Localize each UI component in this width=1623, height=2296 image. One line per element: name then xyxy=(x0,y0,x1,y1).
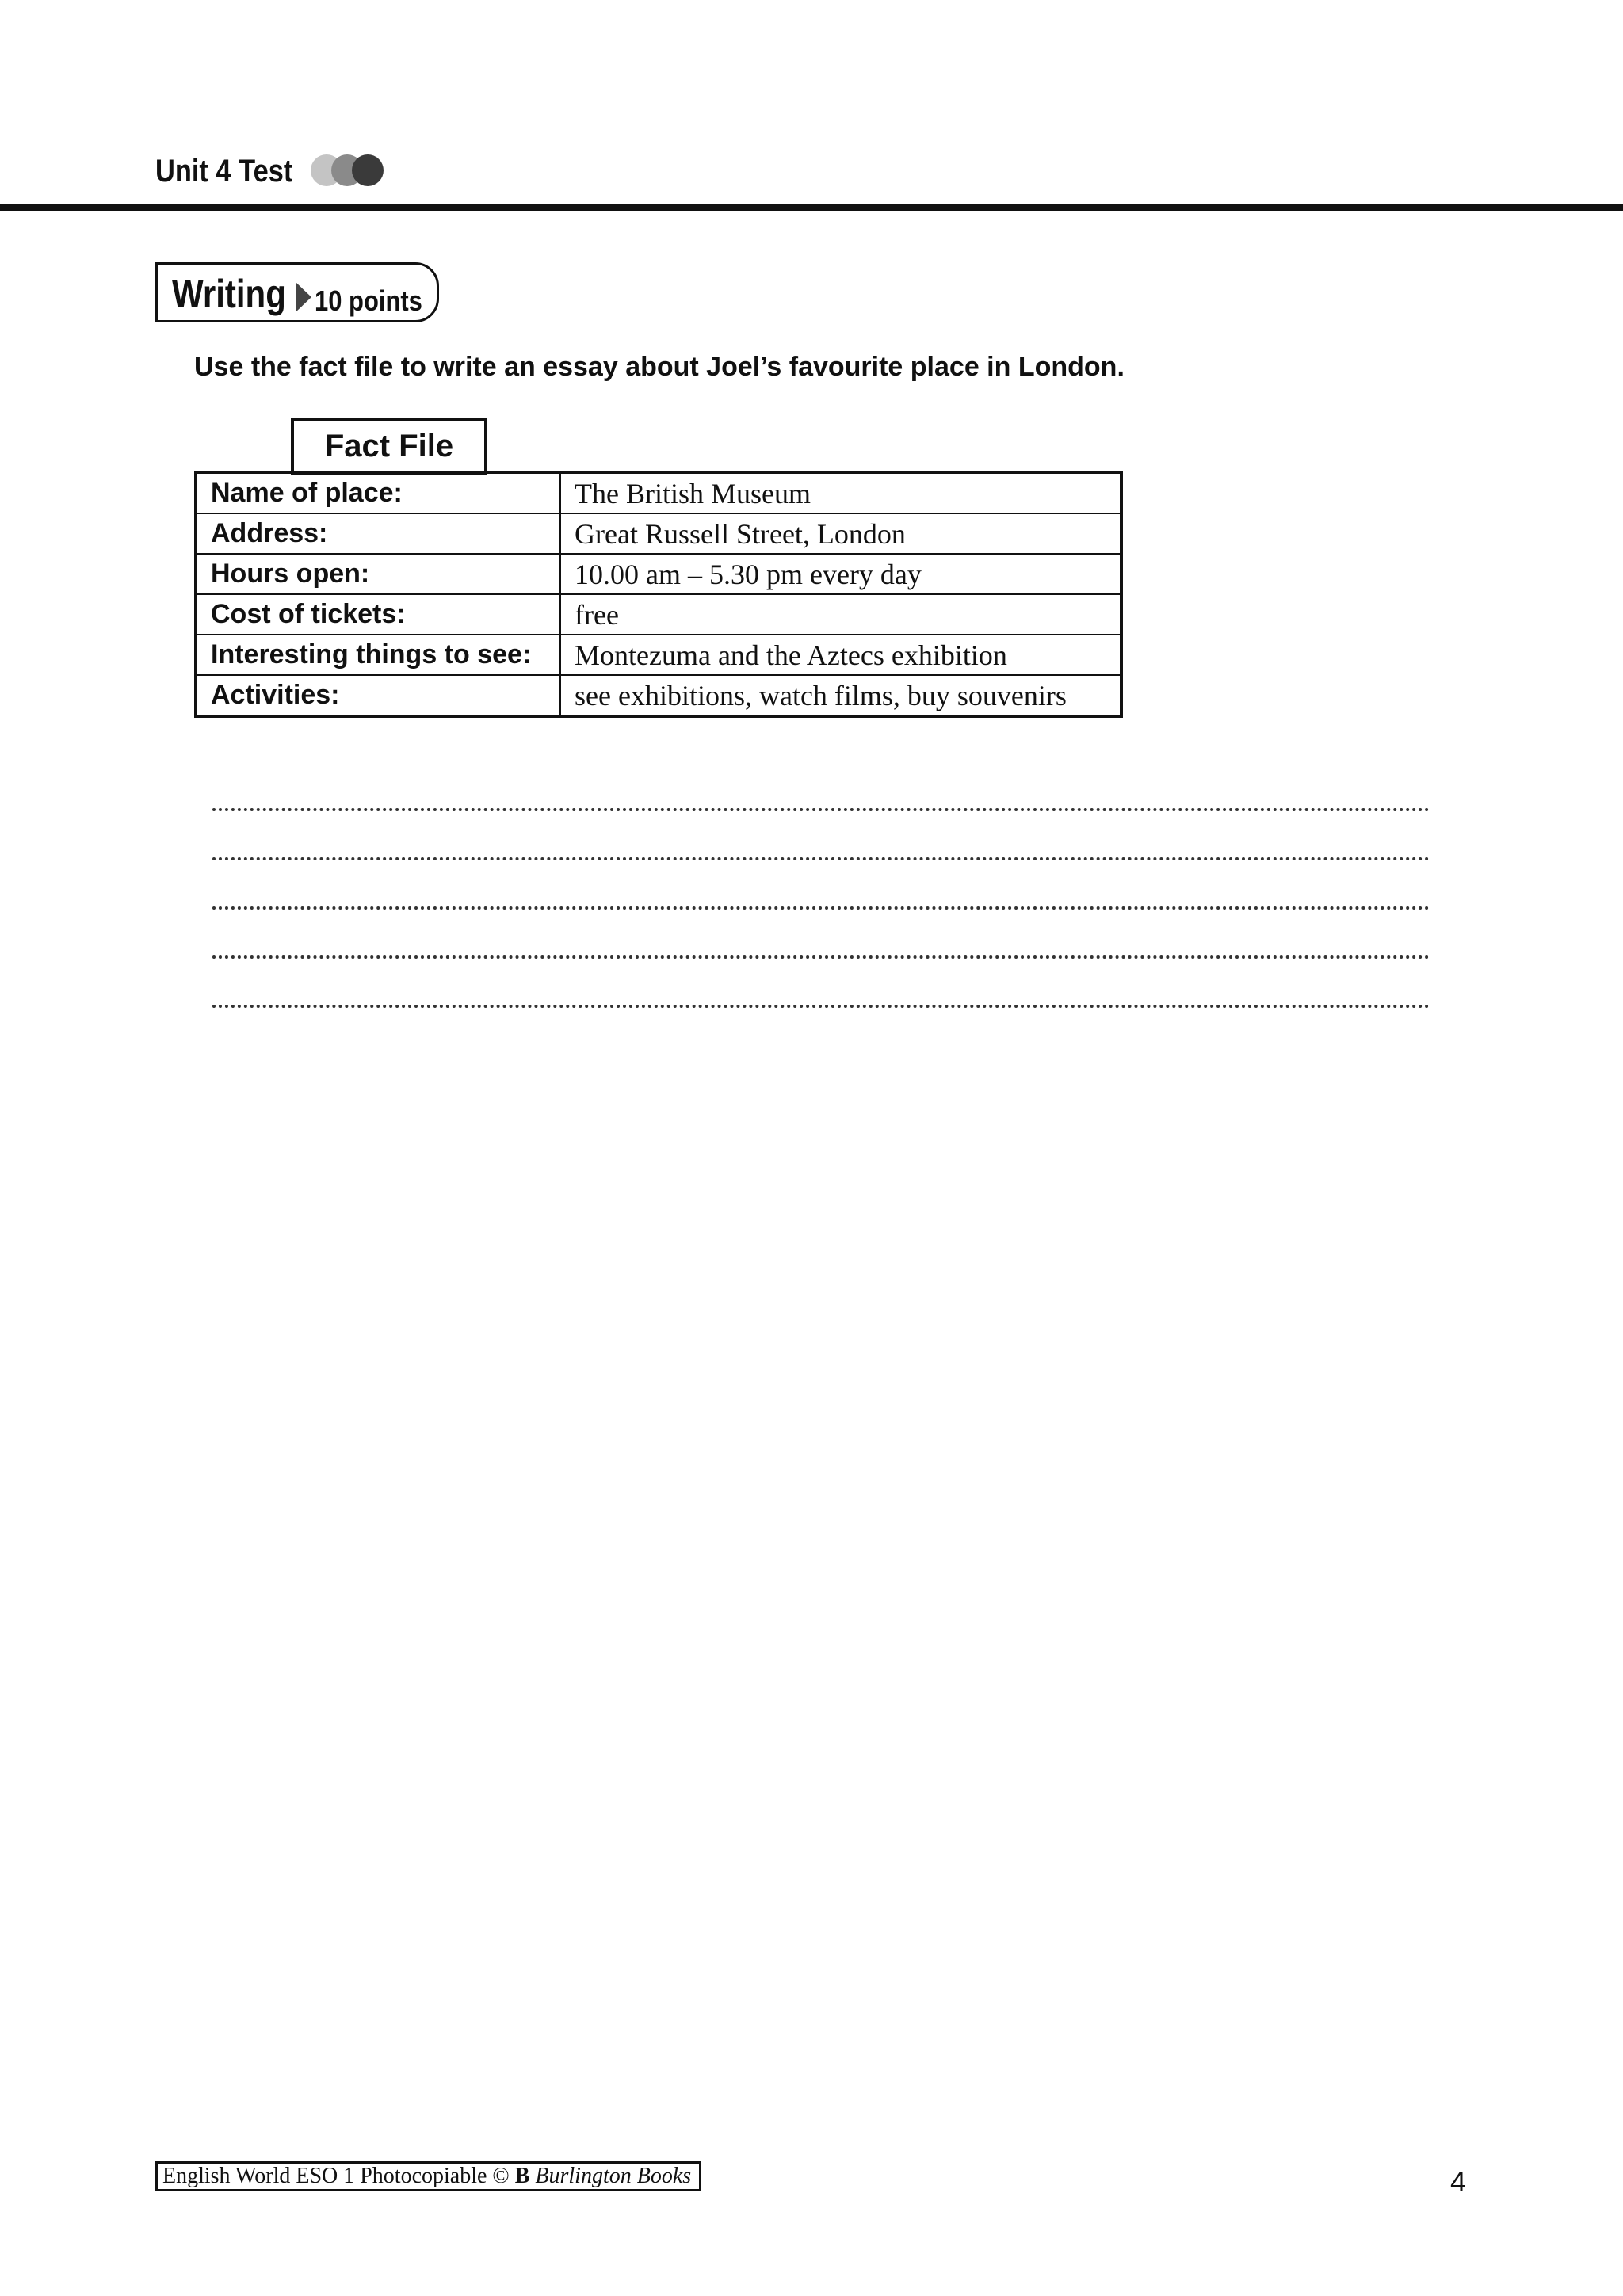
page-number: 4 xyxy=(1450,2165,1467,2198)
fact-key: Activities: xyxy=(196,675,560,716)
header-rule xyxy=(0,204,1623,211)
table-row xyxy=(196,594,1121,635)
fact-file-label: Fact File xyxy=(291,418,487,475)
writing-area[interactable] xyxy=(212,762,1430,1008)
section-title: Writing xyxy=(172,272,286,316)
fact-value: 10.00 am – 5.30 pm every day xyxy=(560,554,1121,594)
footer-text: English World ESO 1 Photocopiable © xyxy=(162,2164,515,2188)
burlington-logo-icon: B xyxy=(514,2164,530,2188)
fact-key: Interesting things to see: xyxy=(196,635,560,675)
unit-circles-icon xyxy=(309,152,388,189)
footer-brand: Burlington Books xyxy=(535,2164,692,2188)
table-row xyxy=(196,513,1121,554)
footer-copyright xyxy=(155,2161,701,2191)
section-header xyxy=(155,262,439,322)
fact-key: Cost of tickets: xyxy=(196,594,560,635)
fact-value: free xyxy=(560,594,1121,635)
fact-value: Montezuma and the Aztecs exhibition xyxy=(560,635,1121,675)
fact-value: Great Russell Street, London xyxy=(560,513,1121,554)
fact-key: Address: xyxy=(196,513,560,554)
writing-line[interactable] xyxy=(212,762,1430,811)
fact-file-table xyxy=(194,471,1123,718)
fact-key: Hours open: xyxy=(196,554,560,594)
fact-value: The British Museum xyxy=(560,472,1121,513)
writing-line[interactable] xyxy=(212,910,1430,959)
table-row xyxy=(196,472,1121,513)
instruction-text: Use the fact file to write an essay about Joel’s favourite place in London. xyxy=(194,352,1125,382)
table-row xyxy=(196,635,1121,675)
arrow-right-icon xyxy=(296,282,311,312)
unit-title: Unit 4 Test xyxy=(155,154,293,189)
table-row xyxy=(196,675,1121,716)
section-points: 10 points xyxy=(315,284,422,317)
writing-line[interactable] xyxy=(212,860,1430,910)
circle-dark xyxy=(352,154,384,186)
writing-line[interactable] xyxy=(212,959,1430,1008)
writing-line[interactable] xyxy=(212,811,1430,860)
table-row xyxy=(196,554,1121,594)
fact-value: see exhibitions, watch films, buy souvenirs xyxy=(560,675,1121,716)
fact-key: Name of place: xyxy=(196,472,560,513)
